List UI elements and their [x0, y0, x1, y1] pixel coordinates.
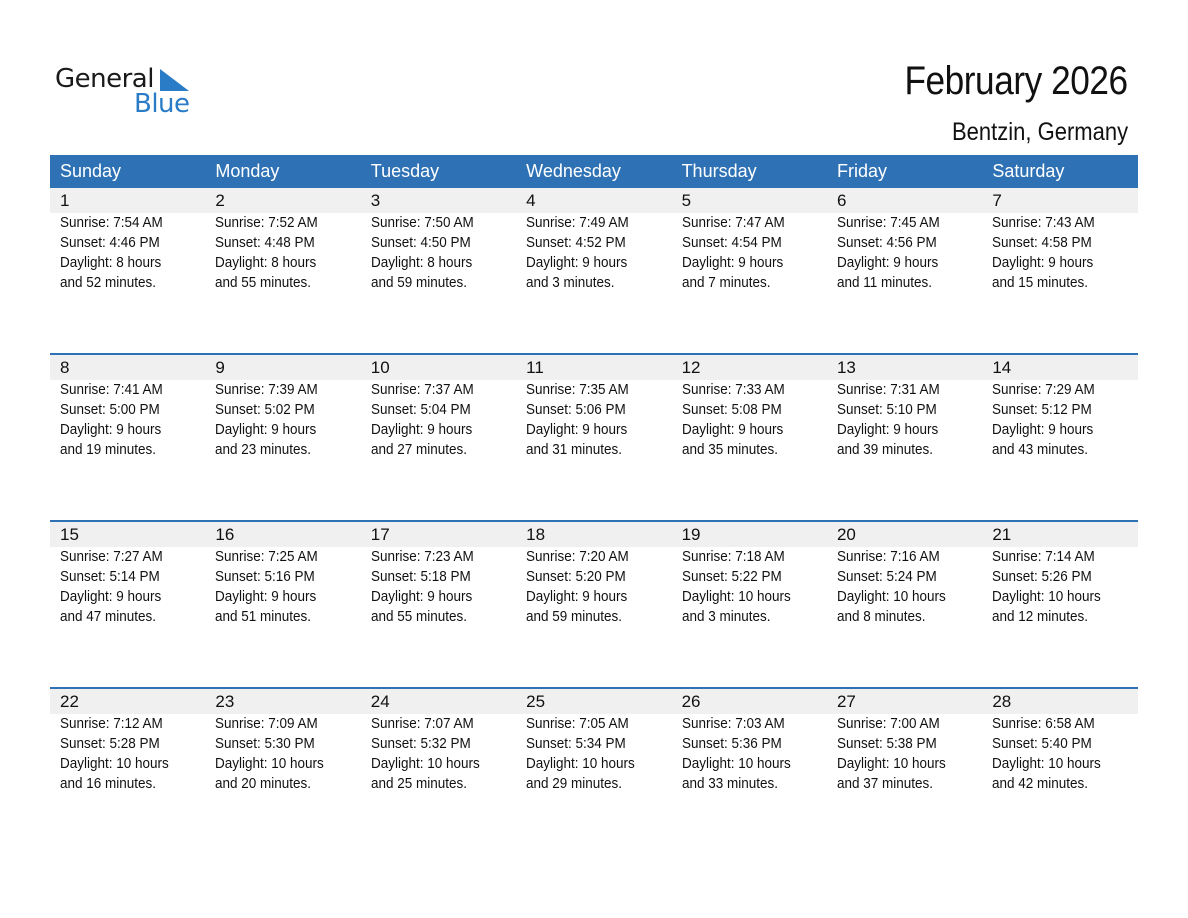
sunset-text: Sunset: 4:48 PM [215, 235, 316, 251]
daylight-minutes-text: and 35 minutes. [681, 442, 778, 458]
daylight-minutes-text: and 23 minutes. [215, 442, 312, 458]
sunset-text: Sunset: 5:28 PM [60, 736, 160, 752]
day-cell [516, 689, 671, 794]
daylight-hours-text: Daylight: 9 hours [836, 255, 939, 271]
day-number: 27 [836, 692, 856, 711]
sunset-text: Sunset: 5:10 PM [836, 402, 937, 418]
sunset-text: Sunset: 4:56 PM [836, 235, 937, 251]
sunrise-text: Sunrise: 7:09 AM [215, 716, 319, 732]
weekday-monday: Monday [215, 161, 280, 181]
sunset-text: Sunset: 5:24 PM [836, 569, 937, 585]
daylight-hours-text: Daylight: 9 hours [836, 422, 939, 438]
day-cell [982, 689, 1137, 794]
daylight-minutes-text: and 42 minutes. [992, 776, 1089, 792]
daylight-hours-text: Daylight: 9 hours [370, 422, 472, 438]
daylight-hours-text: Daylight: 10 hours [836, 756, 946, 772]
sunset-text: Sunset: 4:46 PM [60, 235, 160, 251]
day-number: 28 [992, 692, 1012, 711]
daylight-minutes-text: and 51 minutes. [215, 609, 312, 625]
day-number: 1 [60, 191, 70, 210]
sunset-text: Sunset: 4:52 PM [526, 235, 626, 251]
daylight-hours-text: Daylight: 8 hours [370, 255, 472, 271]
day-cell [827, 689, 982, 794]
days-row [50, 689, 1138, 794]
daylight-hours-text: Daylight: 10 hours [215, 756, 325, 772]
daylight-minutes-text: and 55 minutes. [215, 275, 312, 291]
day-number: 21 [992, 525, 1012, 544]
day-cell [205, 689, 360, 794]
sunrise-text: Sunrise: 7:27 AM [60, 549, 163, 565]
sunrise-text: Sunrise: 7:23 AM [370, 549, 474, 565]
sunset-text: Sunset: 5:06 PM [526, 402, 626, 418]
daylight-hours-text: Daylight: 9 hours [215, 422, 317, 438]
daylight-minutes-text: and 3 minutes. [526, 275, 615, 291]
weekday-wednesday: Wednesday [526, 161, 621, 181]
day-number: 18 [526, 525, 546, 544]
sunrise-text: Sunrise: 7:12 AM [60, 716, 163, 732]
week-row [50, 687, 1138, 854]
logo-text-blue: Blue [134, 89, 190, 119]
daylight-hours-text: Daylight: 10 hours [681, 589, 791, 605]
day-cell [361, 689, 516, 794]
sunset-text: Sunset: 5:32 PM [370, 736, 471, 752]
day-number: 10 [370, 358, 390, 377]
day-cell [827, 522, 982, 627]
sunset-text: Sunset: 5:00 PM [60, 402, 160, 418]
calendar-grid [50, 155, 1138, 854]
day-cell [982, 188, 1137, 293]
daylight-minutes-text: and 55 minutes. [370, 609, 467, 625]
sunrise-text: Sunrise: 7:45 AM [836, 215, 940, 231]
day-number: 2 [215, 191, 225, 210]
day-number: 22 [60, 692, 79, 711]
daylight-hours-text: Daylight: 9 hours [526, 422, 628, 438]
sunrise-text: Sunrise: 7:00 AM [836, 716, 940, 732]
day-cell [672, 522, 827, 627]
daylight-hours-text: Daylight: 9 hours [215, 589, 317, 605]
day-number: 16 [215, 525, 235, 544]
day-number: 17 [370, 525, 390, 544]
daylight-minutes-text: and 47 minutes. [60, 609, 156, 625]
logo-text-general: General [55, 64, 154, 94]
daylight-minutes-text: and 15 minutes. [992, 275, 1089, 291]
sunset-text: Sunset: 5:02 PM [215, 402, 316, 418]
sunset-text: Sunset: 5:16 PM [215, 569, 316, 585]
sunrise-text: Sunrise: 7:49 AM [526, 215, 629, 231]
weekday-thursday: Thursday [681, 161, 757, 181]
sunrise-text: Sunrise: 7:41 AM [60, 382, 163, 398]
sunrise-text: Sunrise: 7:07 AM [370, 716, 474, 732]
sunset-text: Sunset: 5:18 PM [370, 569, 471, 585]
day-number: 26 [681, 692, 701, 711]
generalblue-logo [55, 62, 205, 122]
sunset-text: Sunset: 5:04 PM [370, 402, 471, 418]
sunset-text: Sunset: 4:54 PM [681, 235, 782, 251]
day-cell [672, 355, 827, 460]
day-cell [205, 522, 360, 627]
daylight-minutes-text: and 8 minutes. [836, 609, 926, 625]
weeks-container [50, 188, 1138, 854]
sunrise-text: Sunrise: 7:50 AM [370, 215, 474, 231]
daylight-minutes-text: and 16 minutes. [60, 776, 156, 792]
day-cell [827, 188, 982, 293]
week-row [50, 353, 1138, 520]
sunrise-text: Sunrise: 7:47 AM [681, 215, 785, 231]
day-number: 11 [526, 358, 544, 377]
day-number: 9 [215, 358, 225, 377]
sunrise-text: Sunrise: 6:58 AM [992, 716, 1096, 732]
day-number: 5 [681, 191, 692, 210]
daylight-minutes-text: and 25 minutes. [370, 776, 467, 792]
daylight-minutes-text: and 19 minutes. [60, 442, 156, 458]
days-row [50, 355, 1138, 460]
sunrise-text: Sunrise: 7:29 AM [992, 382, 1096, 398]
daylight-hours-text: Daylight: 10 hours [992, 756, 1102, 772]
daylight-hours-text: Daylight: 10 hours [992, 589, 1102, 605]
day-cell [672, 689, 827, 794]
daylight-minutes-text: and 43 minutes. [992, 442, 1089, 458]
day-cell [50, 355, 205, 460]
day-number: 19 [681, 525, 701, 544]
day-cell [827, 355, 982, 460]
daylight-hours-text: Daylight: 10 hours [370, 756, 480, 772]
day-number: 3 [370, 191, 381, 210]
sunset-text: Sunset: 5:20 PM [526, 569, 626, 585]
page-title: February 2026 [904, 59, 1128, 103]
sunrise-text: Sunrise: 7:03 AM [681, 716, 785, 732]
day-cell [516, 522, 671, 627]
sunset-text: Sunset: 5:34 PM [526, 736, 626, 752]
day-number: 6 [836, 191, 847, 210]
day-number: 20 [836, 525, 856, 544]
sunrise-text: Sunrise: 7:16 AM [836, 549, 940, 565]
day-number: 23 [215, 692, 235, 711]
weekday-tuesday: Tuesday [370, 161, 440, 181]
sunrise-text: Sunrise: 7:14 AM [992, 549, 1096, 565]
days-row [50, 188, 1138, 293]
daylight-minutes-text: and 52 minutes. [60, 275, 156, 291]
sunrise-text: Sunrise: 7:25 AM [215, 549, 319, 565]
logo-triangle-icon [160, 69, 189, 91]
day-number: 8 [60, 358, 70, 377]
sunrise-text: Sunrise: 7:52 AM [215, 215, 319, 231]
daylight-hours-text: Daylight: 9 hours [992, 422, 1094, 438]
sunrise-text: Sunrise: 7:35 AM [526, 382, 629, 398]
daylight-minutes-text: and 39 minutes. [836, 442, 933, 458]
sunset-text: Sunset: 5:40 PM [992, 736, 1093, 752]
sunset-text: Sunset: 5:36 PM [681, 736, 782, 752]
day-number: 7 [992, 191, 1002, 210]
daylight-hours-text: Daylight: 9 hours [526, 589, 628, 605]
sunset-text: Sunset: 4:58 PM [992, 235, 1093, 251]
day-cell [672, 188, 827, 293]
day-cell [50, 689, 205, 794]
sunrise-text: Sunrise: 7:54 AM [60, 215, 163, 231]
day-cell [361, 355, 516, 460]
daylight-hours-text: Daylight: 8 hours [215, 255, 317, 271]
day-number: 4 [526, 191, 536, 210]
weekday-sunday: Sunday [60, 161, 122, 181]
daylight-minutes-text: and 27 minutes. [370, 442, 467, 458]
sunset-text: Sunset: 5:14 PM [60, 569, 160, 585]
daylight-minutes-text: and 11 minutes. [836, 275, 932, 291]
daylight-minutes-text: and 7 minutes. [681, 275, 771, 291]
daylight-hours-text: Daylight: 9 hours [681, 422, 783, 438]
daylight-minutes-text: and 20 minutes. [215, 776, 312, 792]
daylight-minutes-text: and 12 minutes. [992, 609, 1089, 625]
sunrise-text: Sunrise: 7:20 AM [526, 549, 629, 565]
sunset-text: Sunset: 5:30 PM [215, 736, 316, 752]
day-number: 13 [836, 358, 856, 377]
week-row [50, 188, 1138, 353]
daylight-hours-text: Daylight: 9 hours [681, 255, 783, 271]
sunrise-text: Sunrise: 7:05 AM [526, 716, 629, 732]
daylight-minutes-text: and 3 minutes. [681, 609, 771, 625]
daylight-hours-text: Daylight: 9 hours [60, 589, 162, 605]
daylight-minutes-text: and 29 minutes. [526, 776, 623, 792]
daylight-hours-text: Daylight: 10 hours [60, 756, 169, 772]
sunrise-text: Sunrise: 7:43 AM [992, 215, 1096, 231]
day-cell [516, 188, 671, 293]
day-cell [361, 522, 516, 627]
daylight-hours-text: Daylight: 10 hours [836, 589, 946, 605]
sunrise-text: Sunrise: 7:37 AM [370, 382, 474, 398]
week-row [50, 520, 1138, 687]
daylight-hours-text: Daylight: 9 hours [526, 255, 628, 271]
sunset-text: Sunset: 5:12 PM [992, 402, 1093, 418]
day-cell [50, 522, 205, 627]
daylight-hours-text: Daylight: 9 hours [992, 255, 1094, 271]
weekday-friday: Friday [836, 161, 887, 181]
sunset-text: Sunset: 4:50 PM [370, 235, 471, 251]
sunrise-text: Sunrise: 7:31 AM [836, 382, 940, 398]
day-number: 12 [681, 358, 701, 377]
sunrise-text: Sunrise: 7:18 AM [681, 549, 785, 565]
daylight-minutes-text: and 37 minutes. [836, 776, 933, 792]
sunset-text: Sunset: 5:22 PM [681, 569, 782, 585]
day-cell [982, 355, 1137, 460]
weekday-saturday: Saturday [992, 161, 1065, 181]
daylight-hours-text: Daylight: 8 hours [60, 255, 162, 271]
sunset-text: Sunset: 5:38 PM [836, 736, 937, 752]
day-number: 24 [370, 692, 390, 711]
sunset-text: Sunset: 5:26 PM [992, 569, 1093, 585]
daylight-hours-text: Daylight: 10 hours [681, 756, 791, 772]
day-cell [50, 188, 205, 293]
daylight-hours-text: Daylight: 10 hours [526, 756, 635, 772]
days-row [50, 522, 1138, 627]
day-cell [982, 522, 1137, 627]
daylight-minutes-text: and 31 minutes. [526, 442, 623, 458]
daylight-minutes-text: and 33 minutes. [681, 776, 778, 792]
day-number: 15 [60, 525, 79, 544]
day-number: 14 [992, 358, 1012, 377]
sunrise-text: Sunrise: 7:33 AM [681, 382, 785, 398]
location-subtitle: Bentzin, Germany [951, 118, 1128, 146]
day-cell [361, 188, 516, 293]
day-number: 25 [526, 692, 546, 711]
daylight-hours-text: Daylight: 9 hours [370, 589, 472, 605]
sunrise-text: Sunrise: 7:39 AM [215, 382, 319, 398]
day-cell [205, 355, 360, 460]
weekday-header-row [50, 155, 1138, 188]
daylight-minutes-text: and 59 minutes. [370, 275, 467, 291]
daylight-minutes-text: and 59 minutes. [526, 609, 623, 625]
day-cell [516, 355, 671, 460]
day-cell [205, 188, 360, 293]
sunset-text: Sunset: 5:08 PM [681, 402, 782, 418]
daylight-hours-text: Daylight: 9 hours [60, 422, 162, 438]
